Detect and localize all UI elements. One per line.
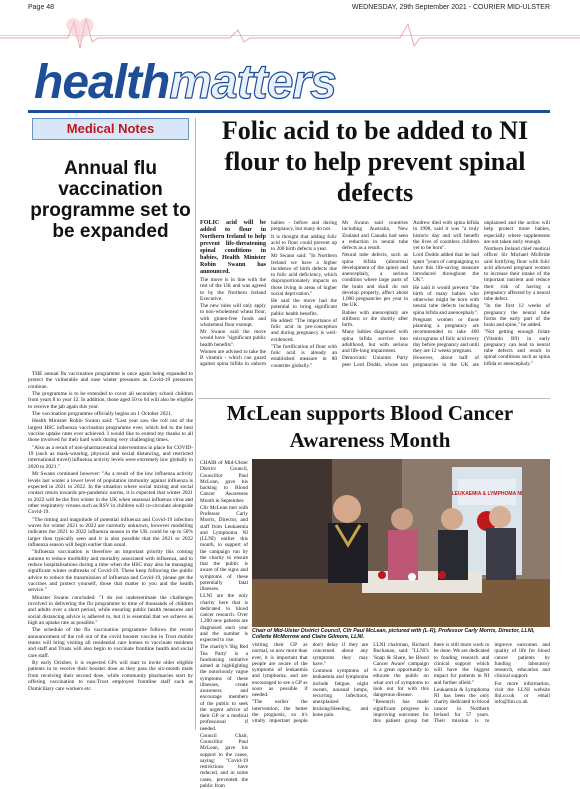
article2-photo: [252, 459, 550, 627]
sidebar-column: [28, 118, 193, 728]
paragraph: LLNI are the only charity here that is dedicated to blood cancer research. Over 1,200 new patients are diagnosed each year and the number is expected to rise.: [200, 593, 248, 643]
paragraph: "The earlier the intervention, the better the prognosis, so it's vitally important people don't delay if they are concerned about any symptoms they may have.": [252, 642, 369, 724]
paragraph: Council Chair, Councillor Paul McLean, gave his support to the cause, saying: "Covid-19 restrictions have reduced, and in some cases, prevented the public from: [200, 732, 248, 789]
paragraph: Mr Swann said the move would have "significant public health benefits".: [200, 329, 266, 348]
paragraph: LLNI chairman, Richard Buchanan, said: "LLNI's 'Snap & Share, be Blood Cancer Aware' campaign is a great opportunity to educate the public on what sort of symptoms to look out for with this dangerous disease.: [373, 642, 429, 698]
paragraph: Women are advised to take the B vitamin - which can guard against spina bifida in unborn babies - before and during pregnancy, but many do not.: [200, 220, 337, 368]
paragraph: Lord Dodds added that he had spent "years of campaigning to have this life-saving measure introduced throughout the UK".: [413, 252, 479, 284]
photo-caption: Chair of Mid-Ulster District Council, Cllr Paul McLean, pictured with (L-R), Professor Carly Morris, Director, LLNI, Collette McMorrow and Claire Gilmore, LLNI.: [252, 628, 535, 641]
paragraph: THE annual flu vaccination programme is once again being expanded to protect the vulnerable and ease winter pressures as Covid-19 pressures continue.: [28, 371, 193, 390]
article2-intro: [200, 460, 248, 789]
paragraph: The move is in line with the rest of the UK and was agreed to by the Northern Ireland Executive.: [200, 277, 266, 302]
paragraph: Democratic Unionist Party peer Lord Dodds, whose son Andrew died with spina bifida in 1998, said it was "a truly historic day and will benefit the lives of countless children yet to be born".: [342, 220, 479, 368]
article1-lead: FOLIC acid will be added to flour in Northern Ireland to help prevent life-threatening spinal conditions in babies, Health Minister Robin Swann has announced.: [200, 220, 266, 275]
article-divider: [198, 398, 550, 399]
paragraph: The charity's 'Big Red Tea Party' is a fundraising initiative aimed at highlighting the notoriously vague symptoms of these illnesses, create awareness and encourage members of the public to seek the urgent advice of their GP or a medical professional if needed.: [200, 644, 248, 732]
paragraph: visiting their GP as normal, so now more than ever, it is important that people are aware of the symptoms of leukaemia and lymphoma, and are encouraged to see a GP as soon as possible if needed.: [252, 642, 308, 698]
top-bar: [0, 0, 580, 36]
paragraph: Mr Swann continued however: "As a result of the low influenza activity levels last winter a lower level of population immunity against influenza is expected in 2021 to 2022. In the situation where social mixing and social contact return towards pre-pandemic norms, it is expected that winter 2021 to 2022 will be the first winter in the UK when seasonal influenza virus and other respiratory viruses such as RSV in children will co-circulate alongside Covid-19.: [28, 471, 193, 516]
paragraph: It is thought that adding folic acid to flour could prevent up to 200 birth defects a year.: [271, 233, 337, 252]
paragraph: Pregnant women or those planning a pregnancy are recommended to take 400 micrograms of folic acid every day before pregnancy and until they are 12 weeks pregnant.: [413, 316, 479, 354]
paragraph: "The fortification of flour with folic acid is already an established measure in 80 countries globally.": [271, 343, 337, 369]
paragraph: By early October, it is expected GPs will start to invite older eligible patients in to receive their booster dose as they pass the six-month mark from receiving their second dose, while community pharmacies start by offering vaccination to non-Trust employed frontline staff such as Domiciliary care workers etc.: [28, 660, 193, 692]
paragraph: "Influenza vaccination is therefore an important priority this coming autumn to reduce morbidity and mortality associated with influenza, and to reduce hospitalisations during a time when the HSC may also be managing significant winter outbreaks of Covid-19. These keep following the public advice to reduce the transmission of influenza and Covid-19, please get the vaccines and protect yourself, those that matter to you and the health service.": [28, 549, 193, 594]
section-label: Medical Notes: [66, 121, 155, 136]
paragraph: The new rules will only apply to non-wholemeal wheat flour, with gluten-free foods and wholemeal flour exempt.: [200, 303, 266, 328]
heartbeat-line-icon: [0, 12, 580, 52]
paragraph: Babies with anencephaly are stillborn or die shortly after birth.: [342, 309, 408, 328]
paragraph: CHAIR of Mid-Ulster District Council, Councillor Paul McLean, gave his backing to Blood Cancer Awareness Month in September.: [200, 460, 248, 504]
paragraph: However, about half of pregnancies in the UK are unplanned and the action will help protect more babies, especially where supplements are not taken early enough.: [413, 220, 550, 368]
masthead-rule: [28, 110, 550, 113]
paragraph: Common symptoms of leukaemia and lymphoma include fatigue, night sweats, unusual lumps, recurring infections, unexplained bruising/bleeding, and bone pain.: [312, 668, 369, 718]
paragraph: "Research has made significant progress in improving outcomes for this patient group but there is still more work to be done. We are dedicated to funding research and clinical support which will have the biggest impact for patients in NI and further afield.": [373, 642, 490, 724]
section-label-box: [32, 118, 189, 140]
paragraph: The vaccination programme officially begins on 1 October 2021.: [32, 411, 173, 418]
masthead-part2: matters: [169, 56, 336, 109]
photo-banner-text: LEUKAEMIA & LYMPHOMA NI: [451, 491, 523, 497]
paragraph: The schedule of the flu vaccination programme follows the recent announcement of the roll out of the covid booster vaccine in Trust mobile teams will bring visiting all residential care homes to vaccinate residents and staff and Trusts will also begin to vaccinate frontline health and social care staff.: [28, 627, 193, 659]
masthead-part1: health: [34, 56, 170, 109]
paragraph: Mr Swann said: "In Northern Ireland we have a higher incidence of birth defects due to folic acid deficiency, which disproportionately impacts on those living in areas of higher social deprivation.": [271, 253, 337, 297]
paragraph: Mr Swann said countries including Australia, New Zealand and Canada had seen a reduction in neural tube defects as a result.: [342, 220, 408, 251]
photo-illustration: [252, 459, 550, 627]
paragraph: "Also as a result of non-pharmaceutical interventions in place for COVID-19 (such as mask-wearing, physical and social distancing, and restricted international travel) influenza activity levels were extremely low globally in 2020 to 2021.": [28, 444, 193, 470]
paragraph: "In the first 12 weeks of pregnancy the neural tube forms the early part of the brain and spine," he added.: [484, 303, 550, 328]
dateline: WEDNESDAY, 29th September 2021 - COURIER MID-ULSTER: [351, 4, 550, 11]
article2-headline: McLean supports Blood Cancer Awareness Month: [226, 401, 514, 452]
paragraph: Health Minister Robin Swann said: "Last year saw the roll out of the largest HSC influenza vaccination programme ever, which led to the best vaccine uptake rates ever achieved. I would like to extend my thanks to all those involved for their hard work during very challenging times.: [28, 418, 193, 444]
article1-body: [200, 220, 550, 398]
masthead-logo: [34, 55, 544, 111]
sidebar-headline: Annual flu vaccination programme set to be expanded: [30, 158, 191, 242]
paragraph: He said it would prevent "the birth of many babies who otherwise might be born with neural tube defects including spina bifida and anencephaly".: [413, 284, 479, 316]
sidebar-body: [28, 371, 193, 693]
paragraph: "The timing and magnitude of potential influenza and Covid-19 infection waves for winter 2021 to 2022 are currently unknown, however modelling indicates the 2021 to 2022 influenza season in the UK could be up to 50% larger than typically seen and it is also possible that the 2021 to 2022 influenza season will begin earlier than usual.: [28, 516, 193, 548]
paragraph: He said the move had the potential to bring significant public health benefits.: [271, 298, 337, 317]
paragraph: For more information, visit the LLNI website llni.co.uk or email info@llni.co.uk: [494, 680, 550, 706]
paragraph: He added: "The importance of folic acid in pre-conception and during pregnancy is well-evidenced.: [271, 317, 337, 343]
paragraph: Neural tube defects, such as spina bifida (abnormal development of the spine) and anencephaly, a serious condition where large parts of the brain and skull do not develop properly, affect about 1,000 pregnancies per year in the UK.: [342, 252, 408, 309]
paragraph: Northern Ireland chief medical officer Sir Michael McBride said fortifying flour with folic acid allowed pregnant women to increase their intake of the important nutrient and reduce their risk of having a pregnancy affected by a neural tube defect.: [484, 246, 550, 302]
paragraph: Minister Swann concluded: "I do not underestimate the challenges involved in delivering the flu programme to time of thousands of children and adults over a short period, while ensuring public health measures and social distancing advice is adhered to, but it is essential that we achieve as high an uptake rate as possible.": [28, 594, 193, 627]
paragraph: The programme is to be extended to cover all secondary school children from years 8 to year 12. In addition, those aged 50 to 64 will also be eligible to receive the jab again this year.: [28, 391, 193, 410]
paragraph: "Not getting enough folate (Vitamin B9) in early pregnancy can lead to neural tube defects and result in spinal conditions such as spina bifida or anencephaly.": [484, 329, 550, 367]
paragraph: Cllr McLean met with Professor Carly Morris, Director, and staff from Leukaemia and Lymphoma NI (LLNI) earlier this month, in support of the campaign run by the charity to ensure that the public is aware of the signs and symptoms of these potentially fatal illnesses.: [200, 504, 248, 592]
paragraph: Leukaemia & Lymphoma NI has been the only charity dedicated to blood cancer in Northern Ireland for 57 years. Their mission is to improve outcomes and quality of life for blood cancer patients by funding laboratory research, education and clinical support.: [433, 642, 550, 724]
article2-body: [252, 642, 550, 732]
paragraph: Many babies diagnosed with spina bifida survive into adulthood, but with serious and life-long impairment.: [342, 329, 408, 354]
page-number: Page 48: [28, 4, 55, 11]
article1-headline: Folic acid to be added to NI flour to help prevent spinal defects: [221, 116, 529, 207]
